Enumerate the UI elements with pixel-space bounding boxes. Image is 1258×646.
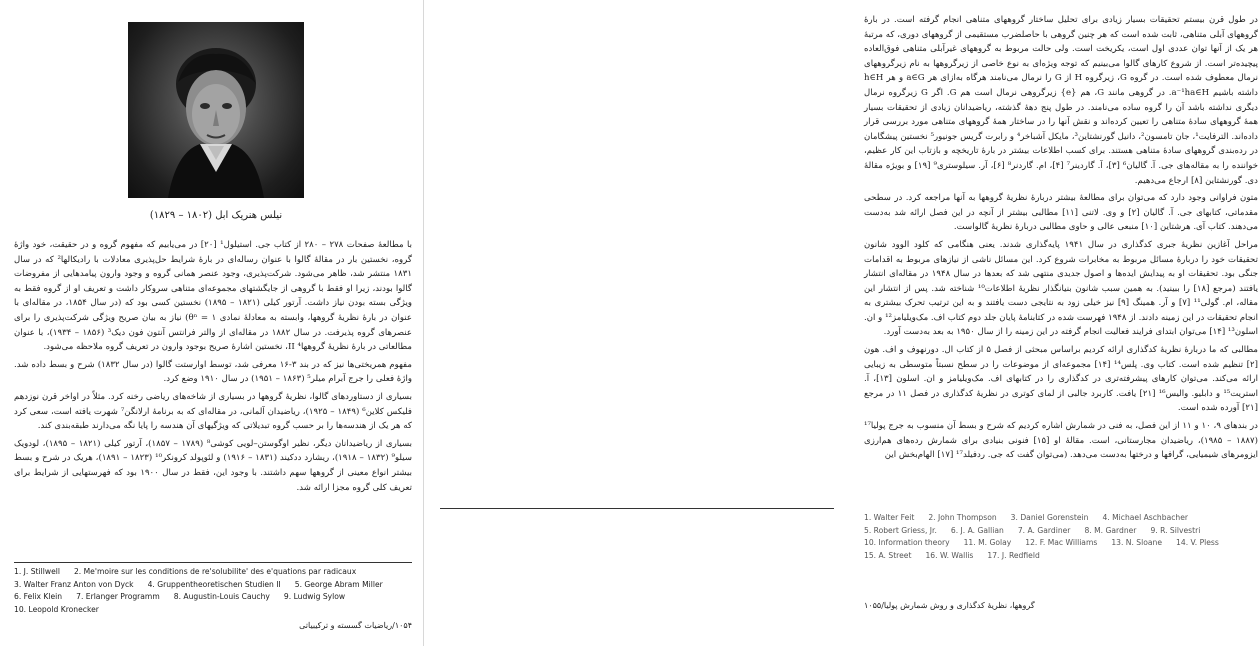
left-page — [0, 0, 424, 646]
footnote: 5. Robert Griess, Jr. — [864, 525, 937, 535]
footnote-row — [864, 550, 1258, 563]
footnote: 15. A. Street — [864, 550, 912, 560]
footnote: 13. N. Sloane — [1111, 538, 1163, 547]
right-footnotes — [864, 512, 1258, 562]
left-body-text — [14, 238, 412, 498]
footnote: 4. Michael Aschbacher — [1102, 513, 1189, 522]
footnote: 6. J. A. Gallian — [950, 525, 1004, 535]
footnote: 1. J. Stillwell — [14, 567, 60, 576]
footnote-divider — [14, 562, 412, 563]
footnote: 2. John Thompson — [928, 513, 997, 522]
footnote-row — [14, 591, 412, 604]
right-page-footer: گروهها، نظریهٔ کدگذاری و روش شمارش پولیا/۱۰۵۵ — [864, 601, 1035, 610]
footnote: 10. Information theory — [864, 538, 950, 547]
right-body-text — [864, 13, 1258, 466]
paragraph: بسیاری از دستاوردهای گالوا، نظریهٔ گروهها در بسیاری از شاخه‌های ریاضی رخنه کرد. مثلاً در اواخر قرن نوزدهم فلیکس کلاین⁶ (۱۸۴۹ – ۱۹۲۵)، ریاضیدان آلمانی، در مقاله‌ای که به برنامهٔ ارلانگن⁷ شهرت یافته است، سعی کرد که هر یک از هندسه‌ها را بر حسب گروه تبدیلاتی که ویژگیهای آن هندسه را پایا نگه می‌دارند طبقه‌بندی کند. — [14, 391, 412, 432]
left-footnotes — [14, 566, 412, 616]
footnote: 10. Leopold Kronecker — [14, 604, 99, 614]
footnote: 5. George Abram Miller — [294, 579, 383, 589]
footnote: 12. F. Mac Williams — [1025, 538, 1098, 547]
footnote-row — [14, 579, 412, 592]
paragraph: متون فراوانی وجود دارد که می‌توان برای مطالعهٔ بیشتر دربارهٔ نظریهٔ گروهها به آنها مراجعه کرد. در سطحی مقدماتی، کتابهای جی. آ. گالیان [۲] و وی. لاتنی [۱۱] مطالبی بیشتر از آنچه در این فصل ارائه شد به‌دست می‌دهند. کتاب آی. هرشتاین [۱۰] منبعی عالی و حاوی مطالبی دربارهٔ نظریهٔ گالواست. — [864, 193, 1258, 233]
footnote: 7. Erlanger Programm — [76, 592, 160, 601]
footnote: 7. A. Gardiner — [1017, 525, 1071, 535]
paragraph: در طول قرن بیستم تحقیقات بسیار زیادی برای تحلیل ساختار گروههای متناهی انجام گرفته است. در بارهٔ گروههای آبلی متناهی، ثابت شده است که هر چنین گروهی با حاصلضرب مستقیمی از گروههای دوری، که مرتبهٔ هر یک از آنها توان عددی اول است، یکریخت است. ولی حالت مربوط به گروههای غیرآبلی متناهی فوق‌العاده پیچیده‌تر است. از شروع کارهای گالوا می‌بینیم که توجه ویژه‌ای به نوع خاصی از زیرگروهها به نام زیرگروههای نرمال معطوف شده است. در گروه G، زیرگروه H از G را نرمال می‌نامند هرگاه به‌ازای هر a∈G و هر h∈H داشته باشیم a⁻¹ha∈H. در گروهی مانند G، هم {e} زیرگروهی نرمال است هم G. اگر G زیرگروه نرمال دیگری نداشته باشد آن را گروه ساده می‌نامند. در طول پنج دههٔ گذشته، ریاضیدانان زیادی از تحقیقات بسیار همهٔ گروههای سادهٔ متناهی را تعیین کرده‌اند و نقش آنها را در ساختار همهٔ گروههای متناهی مورد بررسی قرار داده‌اند. الترفایت¹، جان تامسون²، دانیل گورنشتاین³، مایکل آشباخر⁴ و رابرت گریس جونیور⁵ نخستین پیشگامان در رده‌بندی گروههای سادهٔ متناهی هستند. برای کسب اطلاعات بیشتر در بارهٔ تاریخچه و بازتاب این کار عظیم، خواننده را به مقاله‌های جی. آ. گالیان⁶ [۳]، آ. گاردینر⁷ [۴]، ام. گاردنر⁸ [۶]، آر. سیلوستری⁹ [۱۹] و بویژه مقالهٔ دی. گورنشتاین [۸] ارجاع می‌دهیم. — [864, 15, 1258, 186]
paragraph: با مطالعهٔ صفحات ۲۷۸ – ۲۸۰ از کتاب جی. استیلول¹ [۲۰] در می‌یابیم که مفهوم گروه و در حقیقت، خود واژهٔ گروه، نخستین بار در مقالهٔ گالوا با عنوان رساله‌ای در بارهٔ شرایط حل‌پذیری معادلات با رادیکالها² که در سال ۱۸۳۱ منتشر شد، ظاهر می‌شود. شرکت‌پذیری، وجود عنصر همانی گروه و وجود وارون پیامدهایی از مفروضات گالوا بودند، زیرا او فقط با گروهی از جایگشتهای مجموعه‌ای متناهی سروکار داشت و تعریف او از گروه فقط به ویژگی بسته بودن نیاز داشت. آرتور کیلی (۱۸۲۱ – ۱۸۹۵) نخستین کسی بود که (در سال ۱۸۵۴، در مقاله‌ای با عنوان در بارهٔ نظریهٔ گروهها، وابسته به معادلهٔ نمادی θⁿ = ۱) نیاز به بیان صریح ویژگی شرکت‌پذیری را برای عنصرهای گروه پذیرفت. در سال ۱۸۸۲ در مقاله‌ای از والتر فرانتس آنتون فون دیک³ (۱۸۵۶ – ۱۹۳۴)، با عنوان مطالعاتی در بارهٔ نظریهٔ گروهها⁴ II، نخستین اشارهٔ صریح بوجود وارون در تعریف گروه ملاحظه می‌شود. — [14, 240, 413, 353]
footnote: 1. Walter Feit — [864, 513, 915, 522]
paragraph: مطالبی که ما دربارهٔ نظریهٔ کدگذاری ارائه کردیم براساس مبحثی از فصل ۵ از کتاب ال. دورنهوف و اف. هون [۲] تنظیم شده است. کتاب وی. پلس¹⁴ [۱۴] مجموعه‌ای از موضوعات را در سطح نسبتاً متوسطی به زیبایی ارائه می‌کند. می‌توان کارهای پیشرفته‌تری در کدگذاری را در کتابهای اف. مک‌ویلیامز و ان. اسلون [۱۳]، آ. استریت¹⁵ و دابلیو. والیس¹⁶ [۲۱] یافت. کاربرد جالبی از لمای کوتری در نظریهٔ کدگذاری در فصل ۱۱ در مرجع [۲۱] آورده شده است. — [864, 345, 1258, 414]
footnote: 11. M. Golay — [963, 538, 1012, 547]
footnote: 2. Me'moire sur les conditions de re'solubilite' des e'quations par radicaux — [73, 567, 357, 576]
paragraph: مراحل آغازین نظریهٔ جبری کدگذاری در سال ۱۹۴۱ پایه‌گذاری شدند. یعنی هنگامی که کلود الوود شانون تحقیقات خود را دربارهٔ مسائل مربوط به مخابرات شروع کرد. این مسائل ناشی از نیازهای مربوط به اقدامات جنگی بود. تحقیقات او به پیدایش ایده‌ها و اصول جدیدی منتهی شد که بعدها در سال ۱۹۴۸ در مقاله‌ای انتشار یافتند (مرجع [۱۸] را ببینید). به همین سبب شانون بنیانگذار نظریهٔ اطلاعات¹⁰ شناخته شد. پس از انتشار این مقاله، ام. گولی¹¹ [۷] و آر. همینگ [۹] نیز خیلی زود به نتایجی دست یافتند و به این ترتیب تحرک بیشتری به انجام تحقیقات در این زمینه دادند. از ۱۹۴۸ فهرست شده در کتابنامهٔ پایان جلد دوم کتاب اف. مک‌ویلیامز¹² و ان. اسلون¹³ [۱۴] می‌توان ابتدای فرایند فعالیت انجام گرفته در این زمینه را از سال ۱۹۵۰ به بعد به‌دست آورد. — [864, 239, 1258, 338]
footnote-row — [14, 566, 412, 579]
portrait-caption: نیلس هنریک ابل (۱۸۰۲ – ۱۸۲۹) — [149, 210, 283, 221]
footnote: 14. V. Pless — [1176, 538, 1219, 547]
footnote-row — [864, 525, 1258, 538]
paragraph: بسیاری از ریاضیدانان دیگر، نظیر اوگوستن–لویی کوشی⁸ (۱۷۸۹ – ۱۸۵۷)، آرتور کیلی (۱۸۲۱ – ۱۸۹۵)، لودویک سیلو⁹ (۱۸۳۲ – ۱۹۱۸)، ریشارد ددکیند (۱۸۳۱ – ۱۹۱۶) و لئوپولد کرونکر¹⁰ (۱۸۲۳ – ۱۸۹۱)، هریک در شرح و بسط بیشتر انواع معینی از گروهها سهم داشتند. با وجود این، فقط در سال ۱۹۰۰ بود که فهرستهایی از شرایط برای تعریف کلی گروه مجزا ارائه شد. — [14, 438, 413, 493]
footnote: 9. Ludwig Sylow — [283, 592, 346, 601]
footnote: 8. Augustin-Louis Cauchy — [173, 592, 270, 601]
footnote-row — [14, 604, 412, 617]
footnote: 17. J. Redfield — [987, 550, 1040, 560]
footnote: 8. M. Gardner — [1084, 525, 1137, 535]
right-page — [424, 0, 1258, 646]
paragraph: مفهوم همریختی‌ها نیز که در بند ۳-۱۶ معرفی شد، توسط اوارستت گالوا (در سال ۱۸۳۲) شرح و بسط داده شد. واژهٔ فعلی را جرج آبرام میلر⁵ (۱۸۶۳ – ۱۹۵۱) در سال ۱۹۱۰ وضع کرد. — [14, 359, 412, 385]
footnote: 6. Felix Klein — [14, 592, 63, 601]
footnote: 9. R. Silvestri — [1150, 525, 1201, 535]
footnote: 3. Daniel Gorenstein — [1010, 513, 1089, 522]
footnote: 4. Gruppentheoretischen Studien II — [147, 579, 281, 589]
footnote-divider — [440, 508, 834, 509]
footnote-row — [864, 512, 1258, 525]
footnote-row — [864, 537, 1258, 550]
portrait-illustration — [128, 22, 304, 198]
left-page-footer: ۱۰۵۴/ریاضیات گسسته و ترکیبیاتی — [299, 621, 412, 630]
footnote: 3. Walter Franz Anton von Dyck — [14, 579, 134, 589]
portrait-image — [128, 22, 304, 198]
footnote: 16. W. Wallis — [925, 550, 974, 560]
paragraph: در بندهای ۹، ۱۰ و ۱۱ از این فصل، به فنی در شمارش اشاره کردیم که شرح و بسط آن منسوب به جرج پولیا¹⁷ (۱۸۸۷ – ۱۹۸۵)، ریاضیدان مجارستانی، است. مقالهٔ او [۱۵] فنونی بنیادی برای شمارش رده‌های هم‌ارزی ایزومرهای شیمیایی، گرافها و درختها به‌دست می‌دهد. (می‌توان گفت که جی. ردفیلد¹⁷ [۱۷] الهام‌بخش این — [864, 421, 1258, 461]
